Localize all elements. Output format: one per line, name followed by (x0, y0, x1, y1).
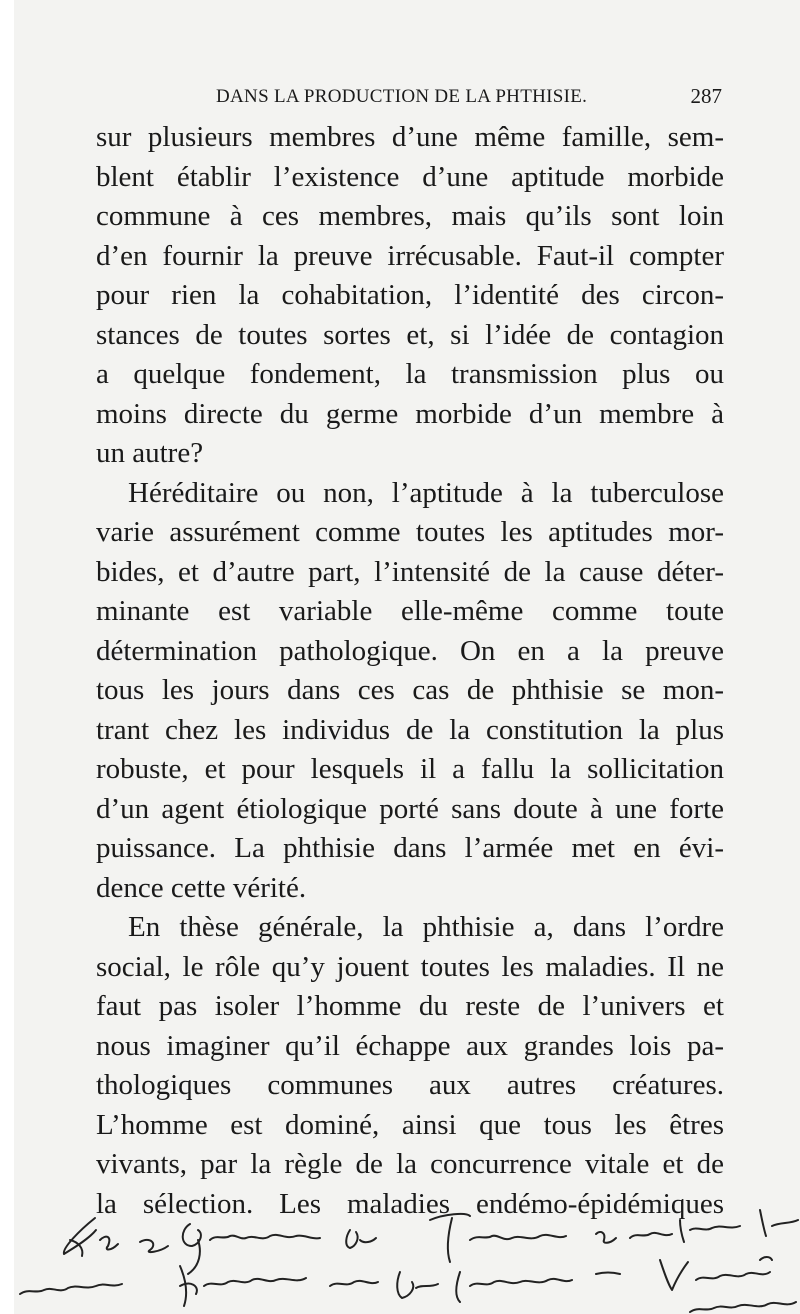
text-line: a quelque fondement, la transmission plus ou (96, 358, 724, 390)
text-line: pour rien la cohabitation, l’identité des circon- (96, 279, 724, 311)
text-line: minante est variable elle-même comme toute (96, 595, 724, 627)
handwritten-annotation (0, 1190, 800, 1314)
text-line: faut pas isoler l’homme du reste de l’univers et (96, 990, 724, 1022)
text-line: tous les jours dans ces cas de phthisie se mon- (96, 674, 724, 706)
scan-margin (0, 0, 14, 1314)
text-line: robuste, et pour lesquels il a fallu la sollicitation (96, 753, 724, 785)
running-head-title: DANS LA PRODUCTION DE LA PHTHISIE. (216, 86, 588, 107)
text-line: L’homme est dominé, ainsi que tous les êtres (96, 1108, 724, 1141)
text-line: puissance. La phthisie dans l’armée met en évi- (96, 832, 724, 864)
text-line: blent établir l’existence d’une aptitude morbide (96, 160, 724, 193)
body-text (96, 118, 724, 1224)
handwriting-scribble (0, 1190, 800, 1314)
running-head (96, 82, 722, 110)
text-line: En thèse générale, la phthisie a, dans l’ordre (128, 911, 724, 943)
text-line: moins directe du germe morbide d’un membre à (96, 397, 724, 430)
text-line: sur plusieurs membres d’une même famille, sem- (96, 121, 724, 153)
text-line: la sélection. Les maladies endémo-épidémiques (96, 1187, 724, 1220)
text-line: d’en fournir la preuve irrécusable. Faut-il compter (96, 239, 724, 272)
text-line: social, le rôle qu’y jouent toutes les maladies. Il ne (96, 950, 724, 983)
text-line: un autre? (96, 437, 204, 469)
text-line: détermination pathologique. On en a la preuve (96, 634, 724, 667)
text-line: commune à ces membres, mais qu’ils sont loin (96, 200, 724, 232)
text-line: Héréditaire ou non, l’aptitude à la tuberculose (128, 476, 724, 509)
text-line: trant chez les individus de la constitution la plus (96, 713, 724, 746)
text-line: nous imaginer qu’il échappe aux grandes lois pa- (96, 1029, 724, 1062)
text-line: stances de toutes sortes et, si l’idée de contagion (96, 318, 724, 351)
text-line: vivants, par la règle de la concurrence vitale et de (96, 1148, 724, 1180)
text-line: dence cette vérité. (96, 871, 307, 904)
text-line: d’un agent étiologique porté sans doute à une forte (96, 792, 724, 825)
text-line: thologiques communes aux autres créatures. (96, 1069, 724, 1101)
text-line: bides, et d’autre part, l’intensité de la cause déter- (96, 555, 724, 588)
text-line: varie assurément comme toutes les aptitudes mor- (96, 516, 724, 548)
page-number: 287 (690, 84, 722, 108)
